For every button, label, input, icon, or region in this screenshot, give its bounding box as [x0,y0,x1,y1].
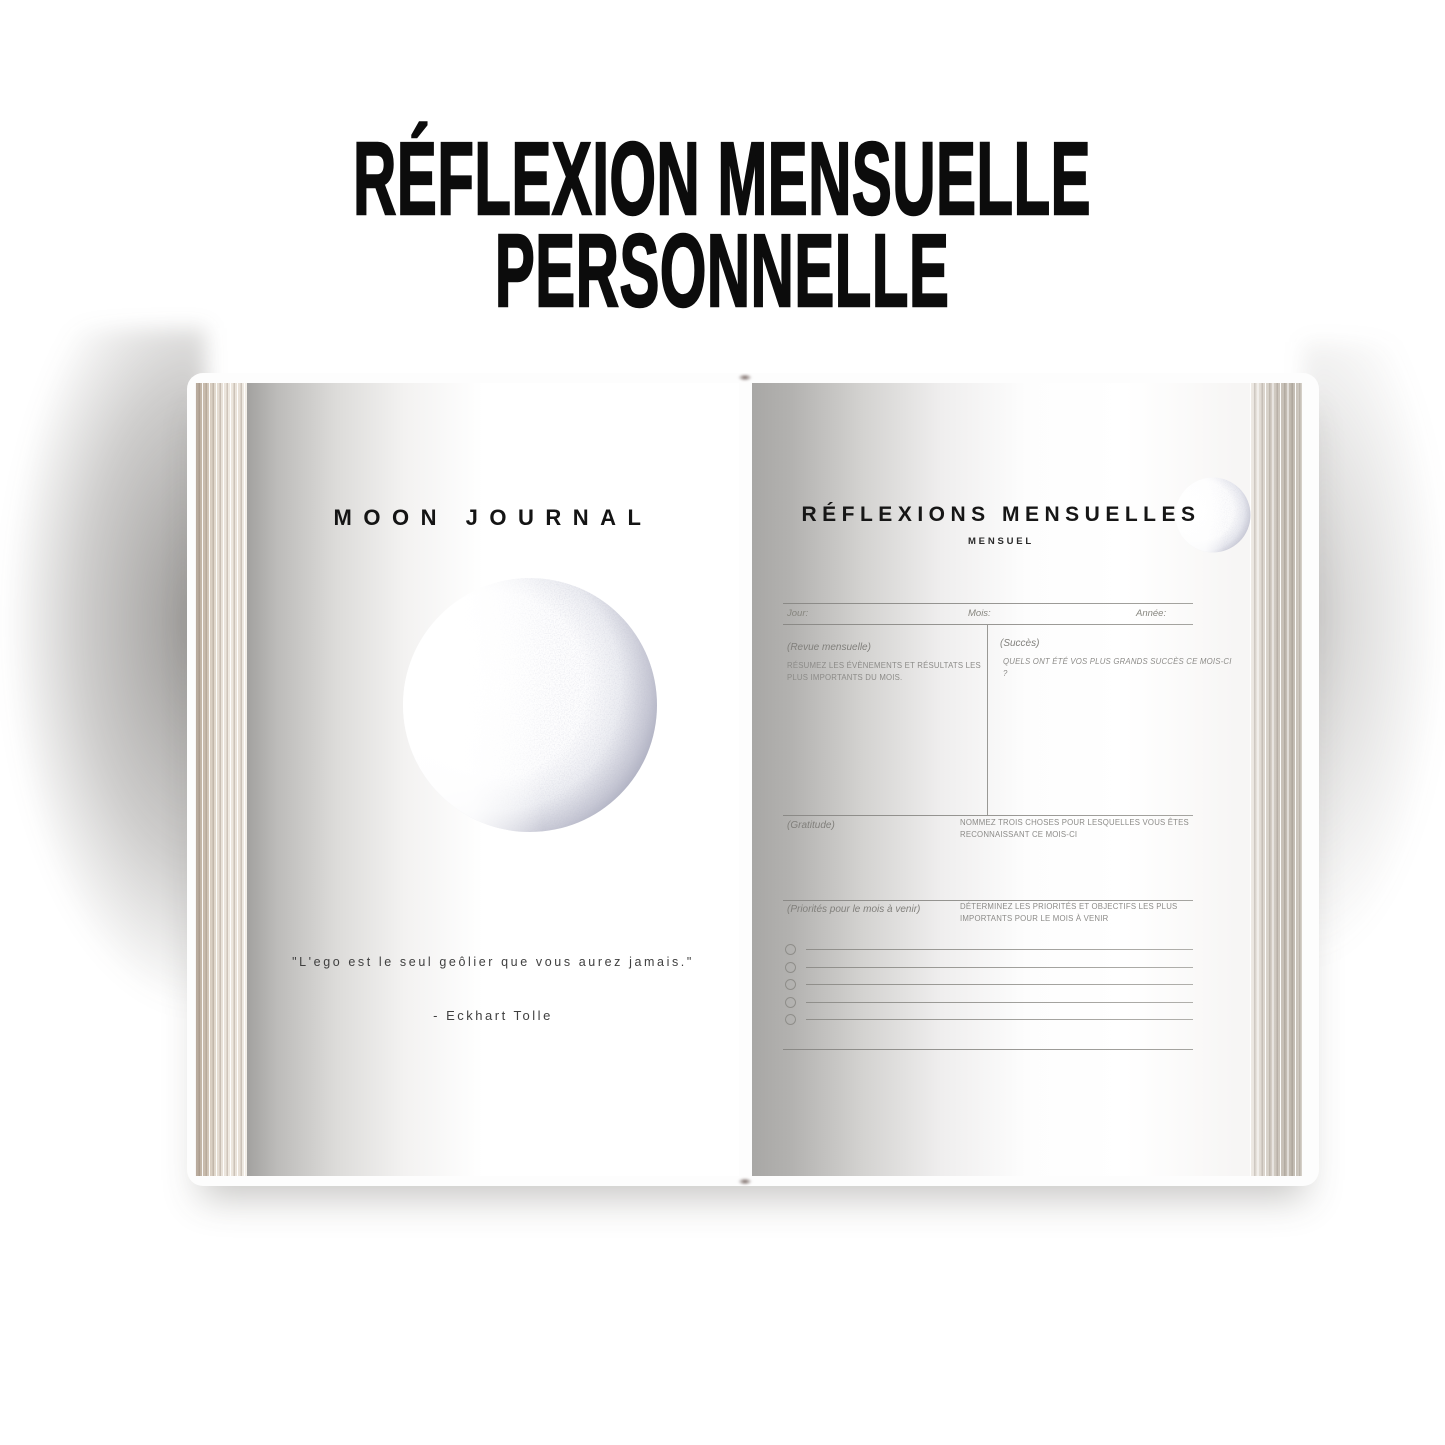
writing-line [806,1002,1193,1003]
bullet-circle-icon [785,944,796,955]
review-section-caption: RÉSUMEZ LES ÉVÈNEMENTS ET RÉSULTATS LES PLUS IMPORTANTS DU MOIS. [787,661,981,683]
bullet-circle-icon [785,997,796,1008]
stacked-page-edges-right [1250,383,1302,1176]
right-page [752,383,1250,1176]
checklist-row [752,976,1250,994]
spine-notch-top [738,374,752,381]
writing-line [806,967,1193,968]
left-page [247,383,739,1176]
checklist-row [752,1011,1250,1029]
right-page-subtitle: MENSUEL [967,536,1035,547]
gratitude-section-caption: NOMMEZ TROIS CHOSES POUR LESQUELLES VOUS ÊTES RECONNAISSANT CE MOIS-CI [960,818,1189,840]
bullet-circle-icon [785,962,796,973]
priorities-checklist [752,941,1250,1029]
year-field-label: Année: [1136,608,1167,619]
review-section-label: (Revue mensuelle) [787,642,871,653]
page-title [0,121,1445,328]
bullet-circle-icon [785,1014,796,1025]
left-page-title: MOON JOURNAL [333,505,653,530]
day-field-label: Jour: [787,608,809,619]
gratitude-section-label: (Gratitude) [787,820,835,831]
checklist-row [752,994,1250,1012]
column-divider-line [987,624,988,815]
right-page-title: RÉFLEXIONS MENSUELLES [801,503,1201,526]
writing-line [806,949,1193,950]
bullet-circle-icon [785,979,796,990]
priorities-section-caption: DÉTERMINEZ LES PRIORITÉS ET OBJECTIFS LES PLUS IMPORTANTS POUR LE MOIS À VENIR [960,902,1178,924]
writing-line [806,1019,1193,1020]
stacked-page-edges-left [195,383,247,1176]
writing-line [806,984,1193,985]
moon-illustration [402,577,658,833]
quote-author: - Eckhart Tolle [433,1008,553,1023]
book-shadow-right [1303,342,1445,1247]
book-shadow-left [0,328,206,1246]
checklist-row [752,959,1250,977]
month-field-label: Mois: [968,608,991,619]
checklist-row [752,941,1250,959]
divider-line-top [783,603,1193,604]
success-section-label: (Succès) [1000,638,1040,649]
page-title-line2: PERSONNELLE [495,212,950,328]
success-section-caption: QUELS ONT ÉTÉ VOS PLUS GRANDS SUCCÈS CE MOIS-CI ? [1003,657,1232,679]
open-journal-book [187,373,1319,1186]
divider-line-bottom [783,1049,1193,1050]
page-title-line1: RÉFLEXION MENSUELLE [353,121,1092,237]
page-title-text [353,121,1092,328]
quote-text: "L'ego est le seul geôlier que vous aurez jamais." [292,955,694,969]
priorities-section-label: (Priorités pour le mois à venir) [787,904,921,915]
spine-notch-bottom [738,1178,752,1185]
